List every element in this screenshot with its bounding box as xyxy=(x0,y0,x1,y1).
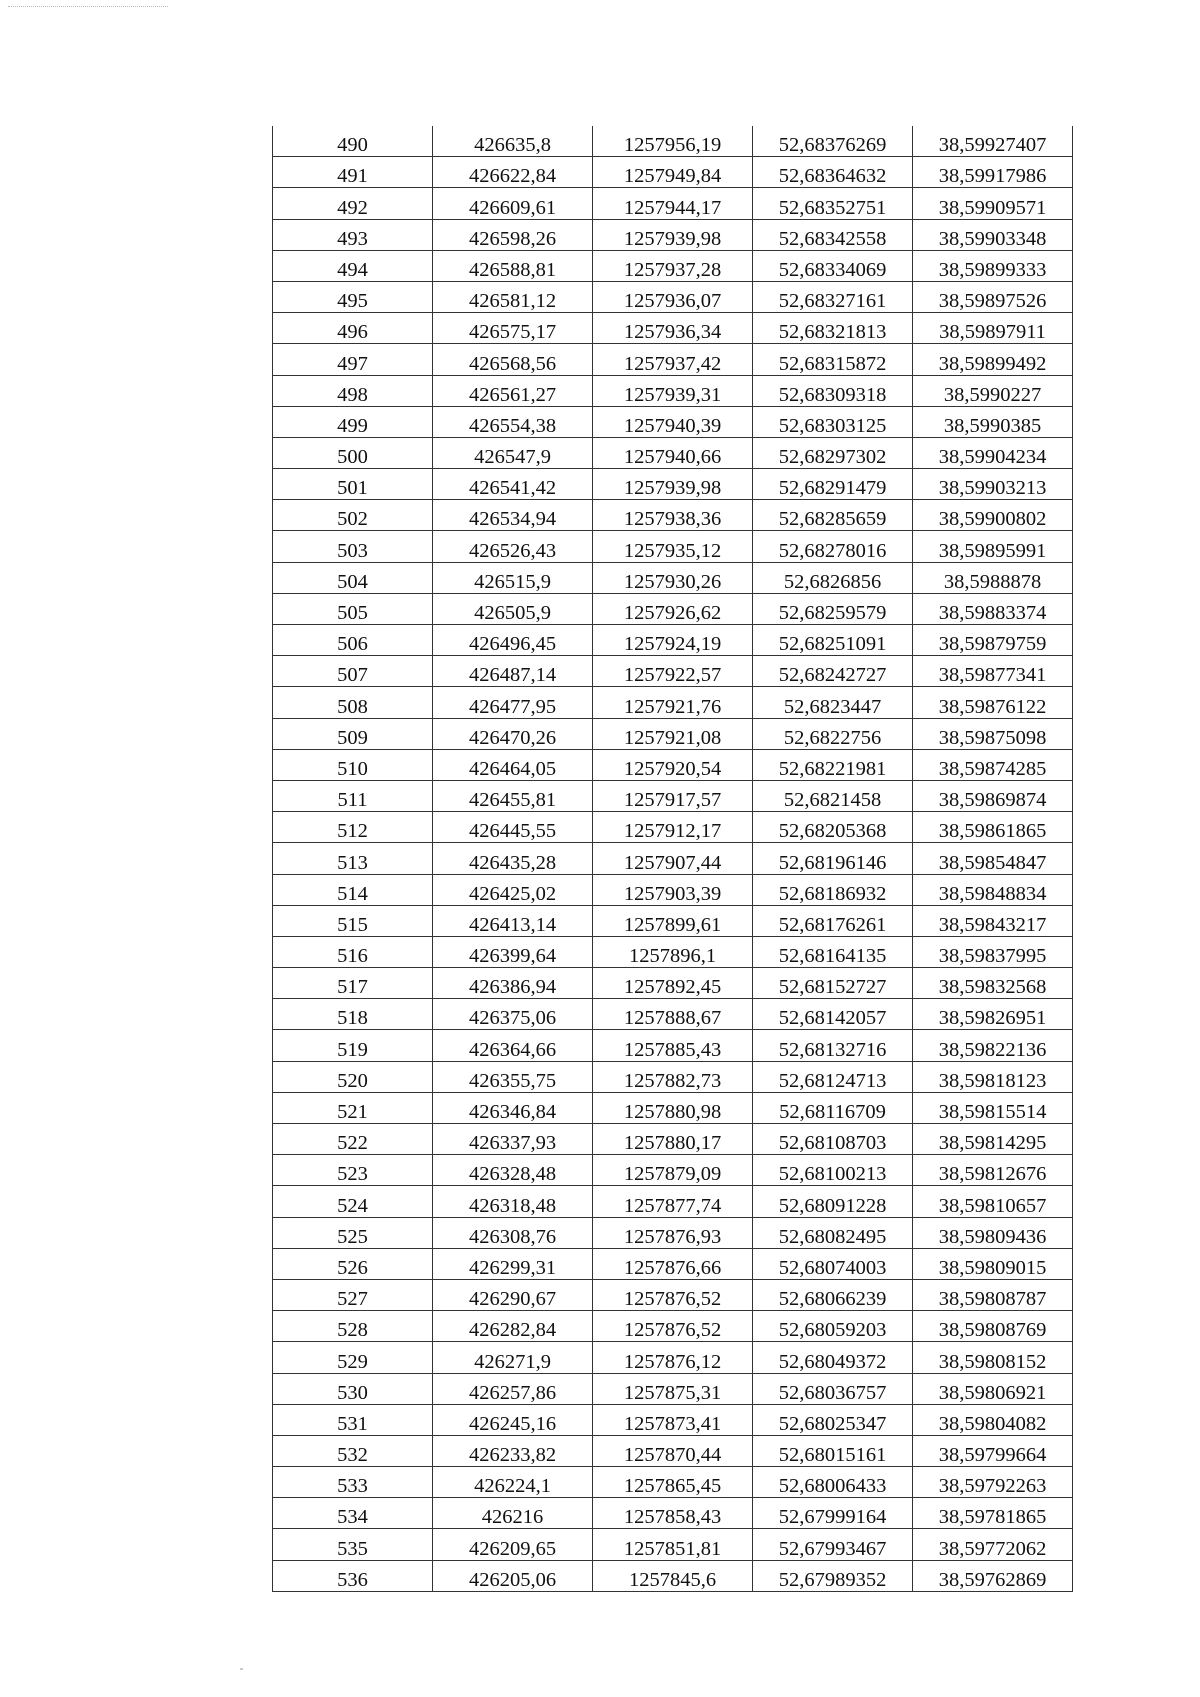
point-number-cell: 524 xyxy=(273,1186,433,1217)
longitude-cell: 38,59861865 xyxy=(913,812,1073,843)
table-row xyxy=(273,1560,1073,1591)
latitude-cell: 52,68285659 xyxy=(753,500,913,531)
longitude-cell: 38,59781865 xyxy=(913,1498,1073,1529)
point-number-cell: 490 xyxy=(273,126,433,157)
longitude-cell: 38,5988878 xyxy=(913,562,1073,593)
point-number-cell: 501 xyxy=(273,469,433,500)
latitude-cell: 52,68059203 xyxy=(753,1311,913,1342)
longitude-cell: 38,59792263 xyxy=(913,1467,1073,1498)
table-row xyxy=(273,1092,1073,1123)
y-coordinate-cell: 1257907,44 xyxy=(593,843,753,874)
latitude-cell: 52,68321813 xyxy=(753,313,913,344)
latitude-cell: 52,68176261 xyxy=(753,905,913,936)
point-number-cell: 527 xyxy=(273,1279,433,1310)
latitude-cell: 52,68025347 xyxy=(753,1404,913,1435)
latitude-cell: 52,68066239 xyxy=(753,1279,913,1310)
x-coordinate-cell: 426205,06 xyxy=(433,1560,593,1591)
y-coordinate-cell: 1257938,36 xyxy=(593,500,753,531)
longitude-cell: 38,59812676 xyxy=(913,1155,1073,1186)
table-row xyxy=(273,250,1073,281)
latitude-cell: 52,68205368 xyxy=(753,812,913,843)
point-number-cell: 522 xyxy=(273,1124,433,1155)
y-coordinate-cell: 1257876,93 xyxy=(593,1217,753,1248)
coordinates-table-body xyxy=(273,126,1073,1591)
table-row xyxy=(273,344,1073,375)
point-number-cell: 495 xyxy=(273,281,433,312)
y-coordinate-cell: 1257917,57 xyxy=(593,780,753,811)
longitude-cell: 38,59900802 xyxy=(913,500,1073,531)
y-coordinate-cell: 1257873,41 xyxy=(593,1404,753,1435)
longitude-cell: 38,59809015 xyxy=(913,1248,1073,1279)
table-row xyxy=(273,1467,1073,1498)
y-coordinate-cell: 1257879,09 xyxy=(593,1155,753,1186)
point-number-cell: 534 xyxy=(273,1498,433,1529)
point-number-cell: 510 xyxy=(273,749,433,780)
y-coordinate-cell: 1257939,98 xyxy=(593,469,753,500)
longitude-cell: 38,59895991 xyxy=(913,531,1073,562)
point-number-cell: 499 xyxy=(273,406,433,437)
latitude-cell: 52,6821458 xyxy=(753,780,913,811)
x-coordinate-cell: 426561,27 xyxy=(433,375,593,406)
y-coordinate-cell: 1257939,98 xyxy=(593,219,753,250)
point-number-cell: 504 xyxy=(273,562,433,593)
x-coordinate-cell: 426541,42 xyxy=(433,469,593,500)
x-coordinate-cell: 426399,64 xyxy=(433,936,593,967)
x-coordinate-cell: 426233,82 xyxy=(433,1435,593,1466)
longitude-cell: 38,59814295 xyxy=(913,1124,1073,1155)
longitude-cell: 38,59876122 xyxy=(913,687,1073,718)
longitude-cell: 38,59897526 xyxy=(913,281,1073,312)
longitude-cell: 38,59874285 xyxy=(913,749,1073,780)
y-coordinate-cell: 1257956,19 xyxy=(593,126,753,157)
table-row xyxy=(273,313,1073,344)
table-row xyxy=(273,1217,1073,1248)
y-coordinate-cell: 1257892,45 xyxy=(593,968,753,999)
longitude-cell: 38,59904234 xyxy=(913,437,1073,468)
x-coordinate-cell: 426487,14 xyxy=(433,656,593,687)
y-coordinate-cell: 1257885,43 xyxy=(593,1030,753,1061)
longitude-cell: 38,59869874 xyxy=(913,780,1073,811)
scan-artifact-bottom xyxy=(240,1668,243,1670)
latitude-cell: 52,68352751 xyxy=(753,188,913,219)
x-coordinate-cell: 426355,75 xyxy=(433,1061,593,1092)
x-coordinate-cell: 426364,66 xyxy=(433,1030,593,1061)
x-coordinate-cell: 426413,14 xyxy=(433,905,593,936)
y-coordinate-cell: 1257924,19 xyxy=(593,625,753,656)
x-coordinate-cell: 426455,81 xyxy=(433,780,593,811)
y-coordinate-cell: 1257858,43 xyxy=(593,1498,753,1529)
y-coordinate-cell: 1257912,17 xyxy=(593,812,753,843)
latitude-cell: 52,67999164 xyxy=(753,1498,913,1529)
latitude-cell: 52,68342558 xyxy=(753,219,913,250)
point-number-cell: 531 xyxy=(273,1404,433,1435)
point-number-cell: 532 xyxy=(273,1435,433,1466)
table-row xyxy=(273,1529,1073,1560)
point-number-cell: 507 xyxy=(273,656,433,687)
y-coordinate-cell: 1257940,39 xyxy=(593,406,753,437)
latitude-cell: 52,68142057 xyxy=(753,999,913,1030)
longitude-cell: 38,59809436 xyxy=(913,1217,1073,1248)
x-coordinate-cell: 426496,45 xyxy=(433,625,593,656)
latitude-cell: 52,67989352 xyxy=(753,1560,913,1591)
y-coordinate-cell: 1257880,17 xyxy=(593,1124,753,1155)
table-row xyxy=(273,968,1073,999)
point-number-cell: 497 xyxy=(273,344,433,375)
latitude-cell: 52,68132716 xyxy=(753,1030,913,1061)
table-row xyxy=(273,1248,1073,1279)
latitude-cell: 52,68291479 xyxy=(753,469,913,500)
y-coordinate-cell: 1257936,07 xyxy=(593,281,753,312)
table-row xyxy=(273,1311,1073,1342)
y-coordinate-cell: 1257937,28 xyxy=(593,250,753,281)
longitude-cell: 38,59772062 xyxy=(913,1529,1073,1560)
point-number-cell: 529 xyxy=(273,1342,433,1373)
table-row xyxy=(273,562,1073,593)
y-coordinate-cell: 1257865,45 xyxy=(593,1467,753,1498)
table-row xyxy=(273,281,1073,312)
table-row xyxy=(273,1435,1073,1466)
table-row xyxy=(273,500,1073,531)
x-coordinate-cell: 426575,17 xyxy=(433,313,593,344)
latitude-cell: 52,68315872 xyxy=(753,344,913,375)
point-number-cell: 523 xyxy=(273,1155,433,1186)
y-coordinate-cell: 1257896,1 xyxy=(593,936,753,967)
x-coordinate-cell: 426477,95 xyxy=(433,687,593,718)
y-coordinate-cell: 1257936,34 xyxy=(593,313,753,344)
longitude-cell: 38,59818123 xyxy=(913,1061,1073,1092)
x-coordinate-cell: 426346,84 xyxy=(433,1092,593,1123)
latitude-cell: 52,68327161 xyxy=(753,281,913,312)
table-row xyxy=(273,625,1073,656)
table-row xyxy=(273,1404,1073,1435)
y-coordinate-cell: 1257876,52 xyxy=(593,1311,753,1342)
point-number-cell: 528 xyxy=(273,1311,433,1342)
latitude-cell: 52,68221981 xyxy=(753,749,913,780)
x-coordinate-cell: 426375,06 xyxy=(433,999,593,1030)
x-coordinate-cell: 426598,26 xyxy=(433,219,593,250)
longitude-cell: 38,59808769 xyxy=(913,1311,1073,1342)
table-row xyxy=(273,593,1073,624)
y-coordinate-cell: 1257921,08 xyxy=(593,718,753,749)
latitude-cell: 52,6823447 xyxy=(753,687,913,718)
y-coordinate-cell: 1257888,67 xyxy=(593,999,753,1030)
latitude-cell: 52,6826856 xyxy=(753,562,913,593)
latitude-cell: 52,68251091 xyxy=(753,625,913,656)
y-coordinate-cell: 1257845,6 xyxy=(593,1560,753,1591)
point-number-cell: 506 xyxy=(273,625,433,656)
longitude-cell: 38,59899492 xyxy=(913,344,1073,375)
latitude-cell: 52,68100213 xyxy=(753,1155,913,1186)
point-number-cell: 518 xyxy=(273,999,433,1030)
y-coordinate-cell: 1257944,17 xyxy=(593,188,753,219)
longitude-cell: 38,59810657 xyxy=(913,1186,1073,1217)
x-coordinate-cell: 426337,93 xyxy=(433,1124,593,1155)
longitude-cell: 38,59903213 xyxy=(913,469,1073,500)
longitude-cell: 38,59837995 xyxy=(913,936,1073,967)
longitude-cell: 38,59804082 xyxy=(913,1404,1073,1435)
table-row xyxy=(273,188,1073,219)
point-number-cell: 533 xyxy=(273,1467,433,1498)
x-coordinate-cell: 426318,48 xyxy=(433,1186,593,1217)
x-coordinate-cell: 426290,67 xyxy=(433,1279,593,1310)
y-coordinate-cell: 1257921,76 xyxy=(593,687,753,718)
latitude-cell: 52,68091228 xyxy=(753,1186,913,1217)
y-coordinate-cell: 1257876,66 xyxy=(593,1248,753,1279)
point-number-cell: 498 xyxy=(273,375,433,406)
x-coordinate-cell: 426216 xyxy=(433,1498,593,1529)
point-number-cell: 503 xyxy=(273,531,433,562)
point-number-cell: 530 xyxy=(273,1373,433,1404)
point-number-cell: 514 xyxy=(273,874,433,905)
latitude-cell: 52,68303125 xyxy=(753,406,913,437)
point-number-cell: 519 xyxy=(273,1030,433,1061)
x-coordinate-cell: 426435,28 xyxy=(433,843,593,874)
x-coordinate-cell: 426609,61 xyxy=(433,188,593,219)
point-number-cell: 515 xyxy=(273,905,433,936)
point-number-cell: 536 xyxy=(273,1560,433,1591)
x-coordinate-cell: 426328,48 xyxy=(433,1155,593,1186)
x-coordinate-cell: 426581,12 xyxy=(433,281,593,312)
y-coordinate-cell: 1257903,39 xyxy=(593,874,753,905)
latitude-cell: 52,68116709 xyxy=(753,1092,913,1123)
latitude-cell: 52,68376269 xyxy=(753,126,913,157)
table-row xyxy=(273,1498,1073,1529)
point-number-cell: 500 xyxy=(273,437,433,468)
x-coordinate-cell: 426635,8 xyxy=(433,126,593,157)
latitude-cell: 52,68074003 xyxy=(753,1248,913,1279)
y-coordinate-cell: 1257875,31 xyxy=(593,1373,753,1404)
latitude-cell: 52,67993467 xyxy=(753,1529,913,1560)
point-number-cell: 517 xyxy=(273,968,433,999)
y-coordinate-cell: 1257939,31 xyxy=(593,375,753,406)
point-number-cell: 520 xyxy=(273,1061,433,1092)
table-row xyxy=(273,1030,1073,1061)
longitude-cell: 38,59879759 xyxy=(913,625,1073,656)
x-coordinate-cell: 426547,9 xyxy=(433,437,593,468)
point-number-cell: 535 xyxy=(273,1529,433,1560)
longitude-cell: 38,59799664 xyxy=(913,1435,1073,1466)
table-row xyxy=(273,531,1073,562)
latitude-cell: 52,68364632 xyxy=(753,157,913,188)
table-row xyxy=(273,157,1073,188)
longitude-cell: 38,59806921 xyxy=(913,1373,1073,1404)
longitude-cell: 38,59877341 xyxy=(913,656,1073,687)
latitude-cell: 52,68242727 xyxy=(753,656,913,687)
x-coordinate-cell: 426308,76 xyxy=(433,1217,593,1248)
latitude-cell: 52,6822756 xyxy=(753,718,913,749)
longitude-cell: 38,59903348 xyxy=(913,219,1073,250)
x-coordinate-cell: 426245,16 xyxy=(433,1404,593,1435)
latitude-cell: 52,68297302 xyxy=(753,437,913,468)
table-row xyxy=(273,437,1073,468)
x-coordinate-cell: 426282,84 xyxy=(433,1311,593,1342)
table-row xyxy=(273,1186,1073,1217)
x-coordinate-cell: 426386,94 xyxy=(433,968,593,999)
y-coordinate-cell: 1257876,52 xyxy=(593,1279,753,1310)
coordinates-table xyxy=(272,126,1073,1592)
longitude-cell: 38,59832568 xyxy=(913,968,1073,999)
table-row xyxy=(273,936,1073,967)
y-coordinate-cell: 1257930,26 xyxy=(593,562,753,593)
x-coordinate-cell: 426257,86 xyxy=(433,1373,593,1404)
table-row xyxy=(273,687,1073,718)
point-number-cell: 512 xyxy=(273,812,433,843)
table-row xyxy=(273,1342,1073,1373)
longitude-cell: 38,59808152 xyxy=(913,1342,1073,1373)
table-row xyxy=(273,469,1073,500)
y-coordinate-cell: 1257940,66 xyxy=(593,437,753,468)
point-number-cell: 505 xyxy=(273,593,433,624)
longitude-cell: 38,59762869 xyxy=(913,1560,1073,1591)
x-coordinate-cell: 426554,38 xyxy=(433,406,593,437)
x-coordinate-cell: 426445,55 xyxy=(433,812,593,843)
point-number-cell: 525 xyxy=(273,1217,433,1248)
table-row xyxy=(273,1061,1073,1092)
table-row xyxy=(273,812,1073,843)
point-number-cell: 508 xyxy=(273,687,433,718)
table-row xyxy=(273,905,1073,936)
x-coordinate-cell: 426588,81 xyxy=(433,250,593,281)
x-coordinate-cell: 426299,31 xyxy=(433,1248,593,1279)
y-coordinate-cell: 1257882,73 xyxy=(593,1061,753,1092)
longitude-cell: 38,59826951 xyxy=(913,999,1073,1030)
table-row xyxy=(273,1373,1073,1404)
point-number-cell: 513 xyxy=(273,843,433,874)
x-coordinate-cell: 426534,94 xyxy=(433,500,593,531)
x-coordinate-cell: 426425,02 xyxy=(433,874,593,905)
y-coordinate-cell: 1257937,42 xyxy=(593,344,753,375)
point-number-cell: 511 xyxy=(273,780,433,811)
longitude-cell: 38,59854847 xyxy=(913,843,1073,874)
latitude-cell: 52,68334069 xyxy=(753,250,913,281)
y-coordinate-cell: 1257922,57 xyxy=(593,656,753,687)
longitude-cell: 38,59815514 xyxy=(913,1092,1073,1123)
latitude-cell: 52,68309318 xyxy=(753,375,913,406)
y-coordinate-cell: 1257920,54 xyxy=(593,749,753,780)
scan-artifact-top xyxy=(8,6,168,9)
x-coordinate-cell: 426526,43 xyxy=(433,531,593,562)
longitude-cell: 38,59822136 xyxy=(913,1030,1073,1061)
longitude-cell: 38,59917986 xyxy=(913,157,1073,188)
latitude-cell: 52,68082495 xyxy=(753,1217,913,1248)
table-row xyxy=(273,219,1073,250)
table-row xyxy=(273,1124,1073,1155)
point-number-cell: 516 xyxy=(273,936,433,967)
point-number-cell: 526 xyxy=(273,1248,433,1279)
latitude-cell: 52,68164135 xyxy=(753,936,913,967)
x-coordinate-cell: 426224,1 xyxy=(433,1467,593,1498)
y-coordinate-cell: 1257851,81 xyxy=(593,1529,753,1560)
longitude-cell: 38,5990227 xyxy=(913,375,1073,406)
latitude-cell: 52,68259579 xyxy=(753,593,913,624)
point-number-cell: 496 xyxy=(273,313,433,344)
longitude-cell: 38,59897911 xyxy=(913,313,1073,344)
point-number-cell: 521 xyxy=(273,1092,433,1123)
table-row xyxy=(273,874,1073,905)
latitude-cell: 52,68124713 xyxy=(753,1061,913,1092)
x-coordinate-cell: 426271,9 xyxy=(433,1342,593,1373)
longitude-cell: 38,5990385 xyxy=(913,406,1073,437)
y-coordinate-cell: 1257870,44 xyxy=(593,1435,753,1466)
point-number-cell: 493 xyxy=(273,219,433,250)
table-row xyxy=(273,126,1073,157)
y-coordinate-cell: 1257877,74 xyxy=(593,1186,753,1217)
table-row xyxy=(273,718,1073,749)
x-coordinate-cell: 426470,26 xyxy=(433,718,593,749)
latitude-cell: 52,68036757 xyxy=(753,1373,913,1404)
table-row xyxy=(273,375,1073,406)
table-row xyxy=(273,780,1073,811)
latitude-cell: 52,68015161 xyxy=(753,1435,913,1466)
latitude-cell: 52,68006433 xyxy=(753,1467,913,1498)
longitude-cell: 38,59899333 xyxy=(913,250,1073,281)
point-number-cell: 492 xyxy=(273,188,433,219)
latitude-cell: 52,68152727 xyxy=(753,968,913,999)
latitude-cell: 52,68108703 xyxy=(753,1124,913,1155)
point-number-cell: 509 xyxy=(273,718,433,749)
table-row xyxy=(273,1279,1073,1310)
x-coordinate-cell: 426568,56 xyxy=(433,344,593,375)
latitude-cell: 52,68278016 xyxy=(753,531,913,562)
table-row xyxy=(273,406,1073,437)
table-row xyxy=(273,749,1073,780)
point-number-cell: 491 xyxy=(273,157,433,188)
point-number-cell: 494 xyxy=(273,250,433,281)
y-coordinate-cell: 1257935,12 xyxy=(593,531,753,562)
latitude-cell: 52,68186932 xyxy=(753,874,913,905)
longitude-cell: 38,59808787 xyxy=(913,1279,1073,1310)
point-number-cell: 502 xyxy=(273,500,433,531)
longitude-cell: 38,59843217 xyxy=(913,905,1073,936)
y-coordinate-cell: 1257899,61 xyxy=(593,905,753,936)
table-row xyxy=(273,843,1073,874)
x-coordinate-cell: 426515,9 xyxy=(433,562,593,593)
longitude-cell: 38,59875098 xyxy=(913,718,1073,749)
y-coordinate-cell: 1257876,12 xyxy=(593,1342,753,1373)
y-coordinate-cell: 1257926,62 xyxy=(593,593,753,624)
y-coordinate-cell: 1257949,84 xyxy=(593,157,753,188)
x-coordinate-cell: 426505,9 xyxy=(433,593,593,624)
x-coordinate-cell: 426622,84 xyxy=(433,157,593,188)
latitude-cell: 52,68196146 xyxy=(753,843,913,874)
x-coordinate-cell: 426464,05 xyxy=(433,749,593,780)
longitude-cell: 38,59883374 xyxy=(913,593,1073,624)
longitude-cell: 38,59927407 xyxy=(913,126,1073,157)
table-row xyxy=(273,999,1073,1030)
table-row xyxy=(273,656,1073,687)
x-coordinate-cell: 426209,65 xyxy=(433,1529,593,1560)
longitude-cell: 38,59848834 xyxy=(913,874,1073,905)
table-row xyxy=(273,1155,1073,1186)
longitude-cell: 38,59909571 xyxy=(913,188,1073,219)
y-coordinate-cell: 1257880,98 xyxy=(593,1092,753,1123)
latitude-cell: 52,68049372 xyxy=(753,1342,913,1373)
